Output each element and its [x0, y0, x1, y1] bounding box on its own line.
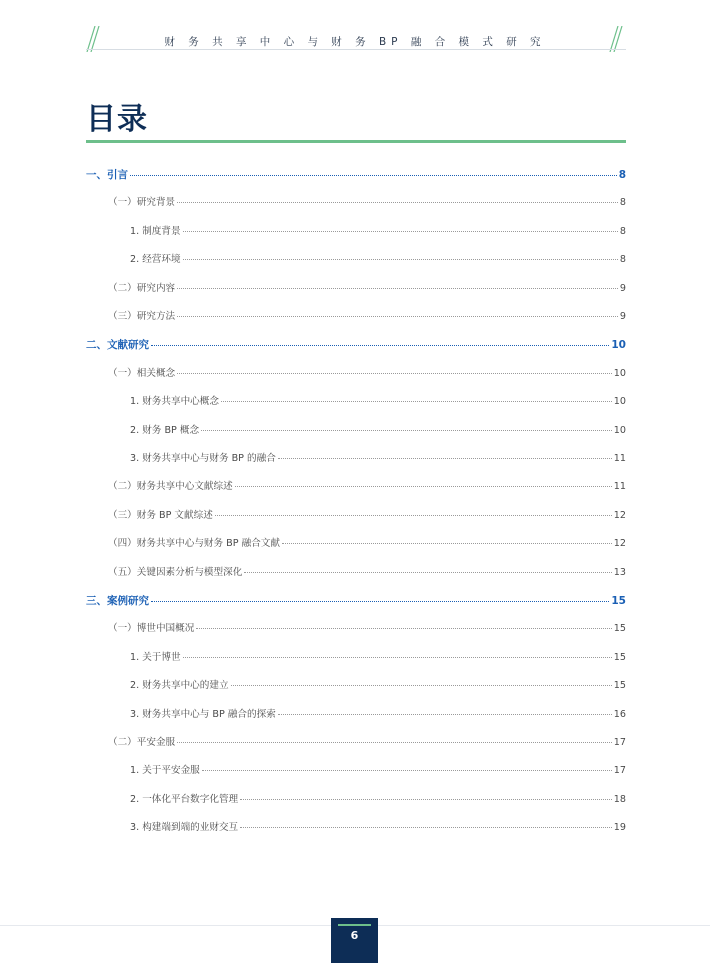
- toc-entry-label: 2. 经营环境: [130, 254, 181, 266]
- toc-entry-page-number: 15: [613, 623, 626, 635]
- toc-dot-leader: [177, 288, 618, 289]
- toc-entry-page-number: 10: [613, 367, 626, 379]
- toc-entry-level-2[interactable]: [108, 506, 626, 526]
- toc-entry-level-1[interactable]: [86, 591, 626, 611]
- toc-entry-label: 2. 财务 BP 概念: [130, 424, 200, 436]
- running-header-title: 财 务 共 享 中 心 与 财 务 BP 融 合 模 式 研 究: [164, 36, 546, 48]
- toc-entry-label: 1. 关于平安金服: [130, 765, 200, 777]
- page-number-badge: [331, 918, 378, 963]
- toc-entry-page-number: 16: [613, 708, 626, 720]
- toc-entry-level-3[interactable]: [130, 790, 626, 810]
- toc-dot-leader: [244, 572, 611, 573]
- toc-dot-leader: [183, 231, 618, 232]
- toc-dot-leader: [177, 202, 618, 203]
- toc-entry-level-3[interactable]: [130, 392, 626, 412]
- toc-entry-level-2[interactable]: [108, 534, 626, 554]
- toc-entry-level-1[interactable]: [86, 165, 626, 185]
- toc-entry-level-2[interactable]: [108, 279, 626, 299]
- toc-dot-leader: [240, 799, 612, 800]
- toc-entry-level-3[interactable]: [130, 250, 626, 270]
- toc-dot-leader: [235, 486, 612, 487]
- toc-dot-leader: [282, 543, 612, 544]
- toc-entry-label: 3. 构建端到端的业财交互: [130, 822, 239, 834]
- toc-entry-level-2[interactable]: [108, 733, 626, 753]
- toc-entry-page-number: 8: [618, 169, 626, 181]
- toc-dot-leader: [231, 685, 612, 686]
- toc-entry-label: 1. 制度背景: [130, 225, 181, 237]
- toc-dot-leader: [183, 657, 612, 658]
- toc-dot-leader: [201, 430, 612, 431]
- toc-entry-page-number: 8: [619, 225, 626, 237]
- toc-entry-label: （三）财务 BP 文献综述: [108, 509, 213, 521]
- page-number: 6: [350, 929, 359, 942]
- toc-entry-level-3[interactable]: [130, 676, 626, 696]
- toc-entry-label: （二）平安金服: [108, 737, 176, 748]
- toc-entry-label: 三、案例研究: [86, 595, 149, 607]
- toc-entry-level-2[interactable]: [108, 477, 626, 497]
- toc-entry-level-1[interactable]: [86, 335, 626, 355]
- toc-entry-label: （一）相关概念: [108, 367, 176, 379]
- toc-entry-label: （三）研究方法: [108, 311, 176, 322]
- toc-entry-level-3[interactable]: [130, 421, 626, 441]
- page-number-accent-bar: [338, 924, 371, 926]
- toc-entry-level-3[interactable]: [130, 761, 626, 781]
- toc-entry-page-number: 8: [619, 254, 626, 266]
- toc-entry-level-3[interactable]: [130, 449, 626, 469]
- toc-entry-level-2[interactable]: [108, 364, 626, 384]
- toc-entry-label: 2. 一体化平台数字化管理: [130, 793, 239, 805]
- toc-entry-page-number: 9: [619, 311, 626, 322]
- toc-entry-page-number: 19: [613, 822, 626, 834]
- toc-entry-level-3[interactable]: [130, 648, 626, 668]
- toc-entry-level-2[interactable]: [108, 563, 626, 583]
- title-underline: [86, 140, 626, 143]
- toc-entry-label: （一）研究背景: [108, 197, 176, 209]
- toc-entry-label: （一）博世中国概况: [108, 623, 195, 635]
- toc-entry-page-number: 9: [619, 282, 626, 294]
- toc-entry-level-3[interactable]: [130, 222, 626, 242]
- toc-dot-leader: [183, 259, 618, 260]
- toc-entry-page-number: 12: [613, 538, 626, 550]
- toc-entry-page-number: 11: [613, 453, 626, 464]
- toc-dot-leader: [215, 515, 612, 516]
- toc-entry-level-3[interactable]: [130, 705, 626, 725]
- toc-entry-label: 一、引言: [86, 169, 128, 181]
- toc-entry-page-number: 15: [611, 595, 626, 607]
- toc-entry-label: 二、文献研究: [86, 339, 149, 352]
- toc-entry-level-2[interactable]: [108, 307, 626, 327]
- toc-entry-level-3[interactable]: [130, 818, 626, 838]
- header-divider: [86, 49, 626, 50]
- toc-dot-leader: [151, 345, 609, 346]
- toc-entry-page-number: 11: [613, 481, 626, 493]
- toc-entry-page-number: 10: [613, 396, 626, 408]
- toc-dot-leader: [278, 714, 612, 715]
- toc-entry-page-number: 15: [613, 651, 626, 663]
- toc-entry-label: 1. 关于博世: [130, 651, 181, 663]
- page-title: 目录: [86, 102, 148, 137]
- toc-dot-leader: [278, 458, 612, 459]
- toc-entry-label: （五）关键因素分析与模型深化: [108, 566, 243, 578]
- toc-entry-page-number: 10: [613, 424, 626, 436]
- toc-entry-page-number: 8: [619, 197, 626, 209]
- toc-dot-leader: [151, 601, 609, 602]
- toc-entry-page-number: 17: [613, 765, 626, 777]
- toc-entry-page-number: 13: [613, 566, 626, 578]
- toc-entry-page-number: 15: [613, 680, 626, 692]
- toc-entry-label: （四）财务共享中心与财务 BP 融合文献: [108, 538, 280, 550]
- toc-entry-page-number: 10: [611, 339, 626, 352]
- toc-dot-leader: [196, 628, 611, 629]
- toc-entry-level-2[interactable]: [108, 193, 626, 213]
- toc-entry-label: （二）研究内容: [108, 282, 176, 294]
- toc-entry-label: （二）财务共享中心文献综述: [108, 481, 233, 493]
- toc-entry-label: 3. 财务共享中心与财务 BP 的融合: [130, 453, 276, 464]
- toc-entry-label: 2. 财务共享中心的建立: [130, 680, 229, 692]
- toc-dot-leader: [177, 373, 612, 374]
- toc-dot-leader: [202, 770, 612, 771]
- toc-entry-page-number: 12: [613, 509, 626, 521]
- toc-entry-label: 3. 财务共享中心与 BP 融合的探索: [130, 708, 276, 720]
- toc-dot-leader: [177, 742, 612, 743]
- toc-entry-page-number: 17: [613, 737, 626, 748]
- toc-dot-leader: [177, 316, 618, 317]
- toc-entry-label: 1. 财务共享中心概念: [130, 396, 219, 408]
- toc-dot-leader: [221, 401, 612, 402]
- toc-entry-page-number: 18: [613, 793, 626, 805]
- toc-entry-level-2[interactable]: [108, 619, 626, 639]
- toc-dot-leader: [240, 827, 612, 828]
- toc-dot-leader: [130, 175, 617, 176]
